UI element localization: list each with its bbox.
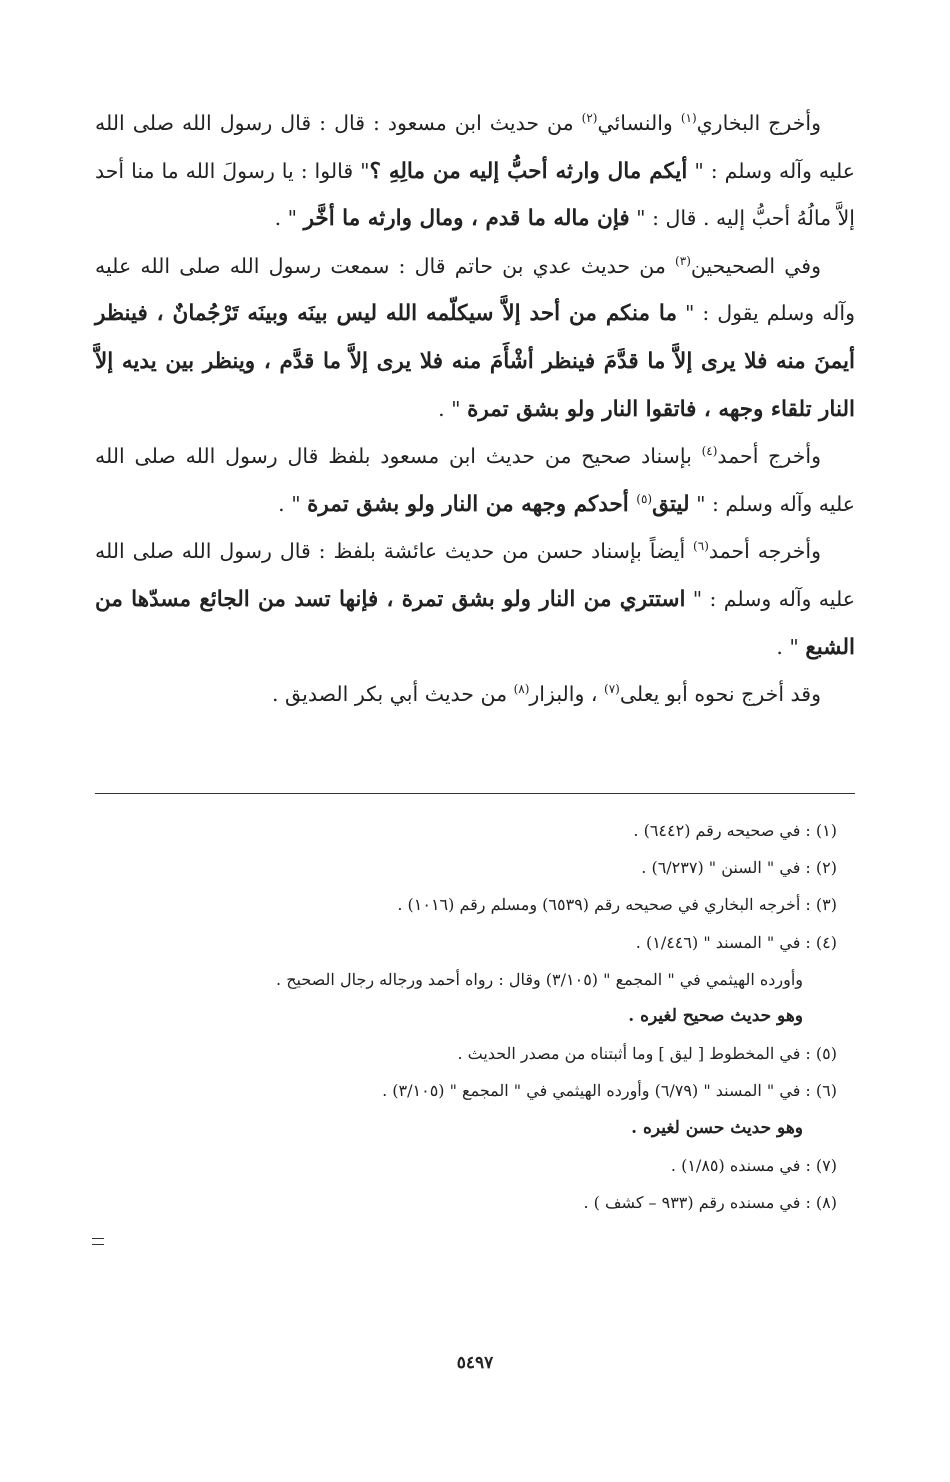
text-run: وأخرجه أحمد — [708, 539, 821, 564]
footnote: وأورده الهيثمي في " المجمع " (٣/١٠٥) وقال : رواه أحمد ورجاله رجال الصحيح . — [276, 969, 803, 989]
text-run: أيضاً بإسناد حسن من حديث عائشة بلفظ : قال رسول الله صلى الله عليه وآله وسلم : " — [95, 539, 855, 611]
hadith-quote: ليتق — [652, 491, 690, 517]
footnote-reference: (٢) — [581, 111, 598, 126]
footnote: وهو حديث حسن لغيره . — [631, 1117, 803, 1138]
margin-mark — [92, 1238, 104, 1245]
paragraph — [95, 671, 855, 719]
text-run: وقد أخرج نحوه أبو يعلى — [619, 682, 821, 707]
footnote-reference: (٨) — [513, 682, 530, 697]
text-run: من حديث أبي بكر الصديق . — [272, 682, 514, 707]
text-run: " . — [274, 206, 304, 231]
hadith-quote: استتري من النار ولو بشق تمرة ، فإنها تسد من الجائع مسدّها من الشبع — [95, 586, 855, 660]
hadith-quote: أيكم مال وارثه أحبُّ إليه من مالِهِ ؟ — [369, 158, 688, 184]
text-run: ، والبزار — [529, 682, 604, 707]
footnote-reference: (٦) — [693, 539, 709, 554]
text-run: وأخرج أحمد — [717, 444, 821, 469]
footnote-reference: (٤) — [701, 444, 718, 459]
footnote: (٣) : أخرجه البخاري في صحيحه رقم (٦٥٣٩) ومسلم رقم (١٠١٦) . — [397, 895, 837, 915]
hadith-quote: أحدكم وجهه من النار ولو بشق تمرة — [307, 491, 637, 517]
footnote-reference: (٥) — [636, 491, 653, 506]
footnote-separator — [95, 793, 855, 794]
page-number: ٥٤٩٧ — [456, 1353, 494, 1373]
main-text — [95, 100, 855, 719]
text-run: من حديث ابن مسعود : قال : قال رسول الله صلى الله عليه وآله وسلم : " — [95, 111, 856, 183]
hadith-quote: فإن ماله ما قدم ، ومال وارثه ما أخَّر — [303, 206, 630, 232]
text-run: " . — [776, 634, 806, 659]
text-run: وفي الصحيحين — [690, 253, 821, 278]
footnote: (٨) : في مسنده رقم (٩٣٣ – كشف ) . — [583, 1193, 837, 1213]
text-run: " . — [438, 396, 468, 421]
text-run: وأخرج البخاري — [696, 111, 821, 135]
footnote: (٢) : في " السنن " (٦/٢٣٧) . — [641, 858, 837, 878]
footnote: (٥) : في المخطوط [ ليق ] وما أثبتناه من مصدر الحديث . — [457, 1044, 837, 1064]
paragraph — [95, 528, 855, 671]
footnote-reference: (٣) — [675, 253, 691, 268]
text-run: " . — [278, 491, 308, 516]
footnote: (١) : في صحيحه رقم (٦٤٤٢) . — [633, 821, 837, 840]
text-run: من حديث عدي بن حاتم قال : سمعت رسول الله صلى الله عليه وآله وسلم يقول : " — [95, 253, 855, 326]
paragraph — [95, 100, 855, 243]
footnotes — [95, 812, 855, 1221]
footnote: (٧) : في مسنده (١/٨٥) . — [670, 1155, 837, 1175]
paragraph — [95, 243, 855, 433]
footnote: (٦) : في " المسند " (٦/٧٩) وأورده الهيثمي في " المجمع " (٣/١٠٥) . — [382, 1081, 837, 1101]
footnote: وهو حديث صحيح لغيره . — [628, 1006, 803, 1027]
footnote-reference: (١) — [680, 111, 697, 126]
text-run: " قالوا : يا رسولَ الله ما منا أحد إلاَّ مالُهُ أحبُّ إليه . قال : " — [95, 158, 855, 231]
text-run: والنسائي — [597, 111, 681, 135]
paragraph — [95, 433, 855, 528]
footnote-reference: (٧) — [604, 682, 620, 697]
footnote: (٤) : في " المسند " (١/٤٤٦) . — [635, 932, 837, 952]
text-run: بإسناد صحيح من حديث ابن مسعود بلفظ قال رسول الله صلى الله عليه وآله وسلم : " — [95, 444, 855, 516]
hadith-quote: ما منكم من أحد إلاَّ سيكلّمه الله ليس بينَه وبينَه تَرْجُمانٌ ، فينظر أيمنَ منه فلا يرى إلاَّ ما قدَّمَ فينظر أشْأَمَ منه فلا يرى إلاَّ ما قدَّم ، وينظر بين يديه إلاَّ النار تلقاء وجهه ، فاتقوا النار ولو بشق تمرة — [95, 301, 855, 422]
